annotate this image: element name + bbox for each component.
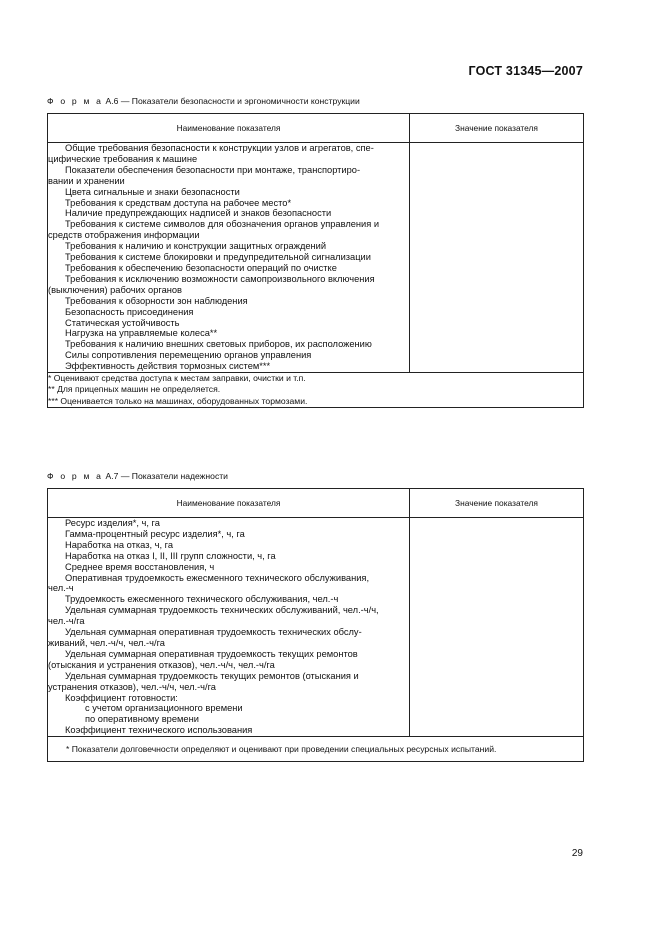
indicator-row: Удельная суммарная трудоемкость текущих ремонтов (отыскания и bbox=[65, 670, 359, 681]
indicator-row: Удельная суммарная оперативная трудоемкость текущих ремонтов bbox=[65, 648, 358, 659]
indicator-row: вании и хранении bbox=[48, 175, 125, 186]
indicator-row: Наработка на отказ I, II, III групп сложности, ч, га bbox=[65, 550, 276, 561]
indicator-row: Общие требования безопасности к конструкции узлов и агрегатов, спе- bbox=[65, 143, 374, 153]
indicator-row: по оперативному времени bbox=[85, 714, 199, 725]
indicator-row: Трудоемкость ежесменного технического обслуживания, чел.-ч bbox=[65, 594, 339, 605]
indicator-row: Требования к средствам доступа на рабочее место* bbox=[65, 197, 292, 208]
indicator-row: устранения отказов), чел.-ч/ч, чел.-ч/га bbox=[48, 681, 216, 692]
indicator-row: Нагрузка на управляемые колеса** bbox=[65, 328, 218, 339]
indicator-row: Цвета сигнальные и знаки безопасности bbox=[65, 186, 240, 197]
footnote: ** Для прицепных машин не определяется. bbox=[48, 384, 221, 395]
indicator-row: Удельная суммарная трудоемкость технических обслуживаний, чел.-ч/ч, bbox=[65, 605, 379, 616]
indicator-row: цифические требования к машине bbox=[48, 153, 198, 164]
indicator-row: Силы сопротивления перемещению органов управления bbox=[65, 350, 312, 361]
form-a6-values-cell bbox=[410, 143, 584, 373]
page-number: 29 bbox=[571, 848, 583, 859]
form-a6-title bbox=[47, 96, 360, 106]
form-a6-title-prefix: Ф о р м а bbox=[47, 96, 104, 106]
form-a6-title-text: А.6 — Показатели безопасности и эргономичности конструкции bbox=[105, 96, 360, 106]
indicator-row: Оперативная трудоемкость ежесменного технического обслуживания, bbox=[65, 572, 370, 583]
indicator-row: Удельная суммарная оперативная трудоемкость технических обслу- bbox=[65, 627, 362, 638]
indicator-row: Требования к наличию и конструкции защитных ограждений bbox=[65, 241, 327, 252]
indicator-row: Требования к исключению возможности самопроизвольного включения bbox=[65, 273, 375, 284]
indicator-row: (отыскания и устранения отказов), чел.-ч/ч, чел.-ч/га bbox=[48, 659, 275, 670]
form-a7-notes bbox=[48, 737, 584, 762]
indicator-row: Ресурс изделия*, ч, га bbox=[65, 518, 160, 528]
form-a7-title-text: А.7 — Показатели надежности bbox=[105, 471, 228, 481]
indicator-row: Требования к наличию внешних световых приборов, их расположению bbox=[65, 339, 372, 350]
footnote: * Оценивают средства доступа к местам заправки, очистки и т.п. bbox=[48, 373, 306, 384]
form-a7-table bbox=[47, 488, 584, 762]
form-a6-col-name-header: Наименование показателя bbox=[48, 114, 410, 143]
indicator-row: Требования к обеспечению безопасности операций по очистке bbox=[65, 262, 337, 273]
indicator-row: чел.-ч bbox=[48, 583, 74, 594]
indicator-row: Наработка на отказ, ч, га bbox=[65, 539, 174, 550]
indicator-row: Гамма-процентный ресурс изделия*, ч, га bbox=[65, 528, 245, 539]
indicator-row: Статическая устойчивость bbox=[65, 317, 180, 328]
footnote: * Показатели долговечности определяют и оценивают при проведении специальных ресурсных испытаний. bbox=[66, 744, 497, 755]
indicator-row: Требования к системе символов для обозначения органов управления и bbox=[65, 219, 380, 230]
form-a6-notes bbox=[48, 373, 584, 408]
indicator-row: Показатели обеспечения безопасности при монтаже, транспортиро- bbox=[65, 164, 361, 175]
indicator-row: чел.-ч/га bbox=[48, 616, 85, 627]
indicator-row: Наличие предупреждающих надписей и знаков безопасности bbox=[65, 208, 332, 219]
indicator-row: с учетом организационного времени bbox=[85, 703, 243, 714]
form-a7-col-value-header: Значение показателя bbox=[410, 489, 584, 518]
indicator-row: Коэффициент готовности: bbox=[65, 692, 178, 703]
form-a7-title bbox=[47, 471, 228, 481]
indicator-row: живаний, чел.-ч/ч, чел.-ч/га bbox=[48, 637, 165, 648]
indicator-row: Среднее время восстановления, ч bbox=[65, 561, 215, 572]
indicator-row: Эффективность действия тормозных систем*** bbox=[65, 361, 271, 372]
indicator-row: средств отображения информации bbox=[48, 230, 200, 241]
form-a6-table bbox=[47, 113, 584, 408]
form-a7-indicators-cell bbox=[48, 518, 410, 737]
document-code: ГОСТ 31345—2007 bbox=[468, 64, 583, 78]
indicator-row: Требования к системе блокировки и предупредительной сигнализации bbox=[65, 252, 371, 263]
form-a7-title-prefix: Ф о р м а bbox=[47, 471, 104, 481]
form-a7-col-name-header: Наименование показателя bbox=[48, 489, 410, 518]
form-a6-indicators-cell bbox=[48, 143, 410, 373]
indicator-row: (выключения) рабочих органов bbox=[48, 284, 182, 295]
footnote: *** Оценивается только на машинах, оборудованных тормозами. bbox=[48, 395, 308, 406]
indicator-row: Требования к обзорности зон наблюдения bbox=[65, 295, 248, 306]
form-a7-values-cell bbox=[410, 518, 584, 737]
form-a6-col-value-header: Значение показателя bbox=[410, 114, 584, 143]
indicator-row: Безопасность присоединения bbox=[65, 306, 194, 317]
indicator-row: Коэффициент технического использования bbox=[65, 725, 253, 736]
